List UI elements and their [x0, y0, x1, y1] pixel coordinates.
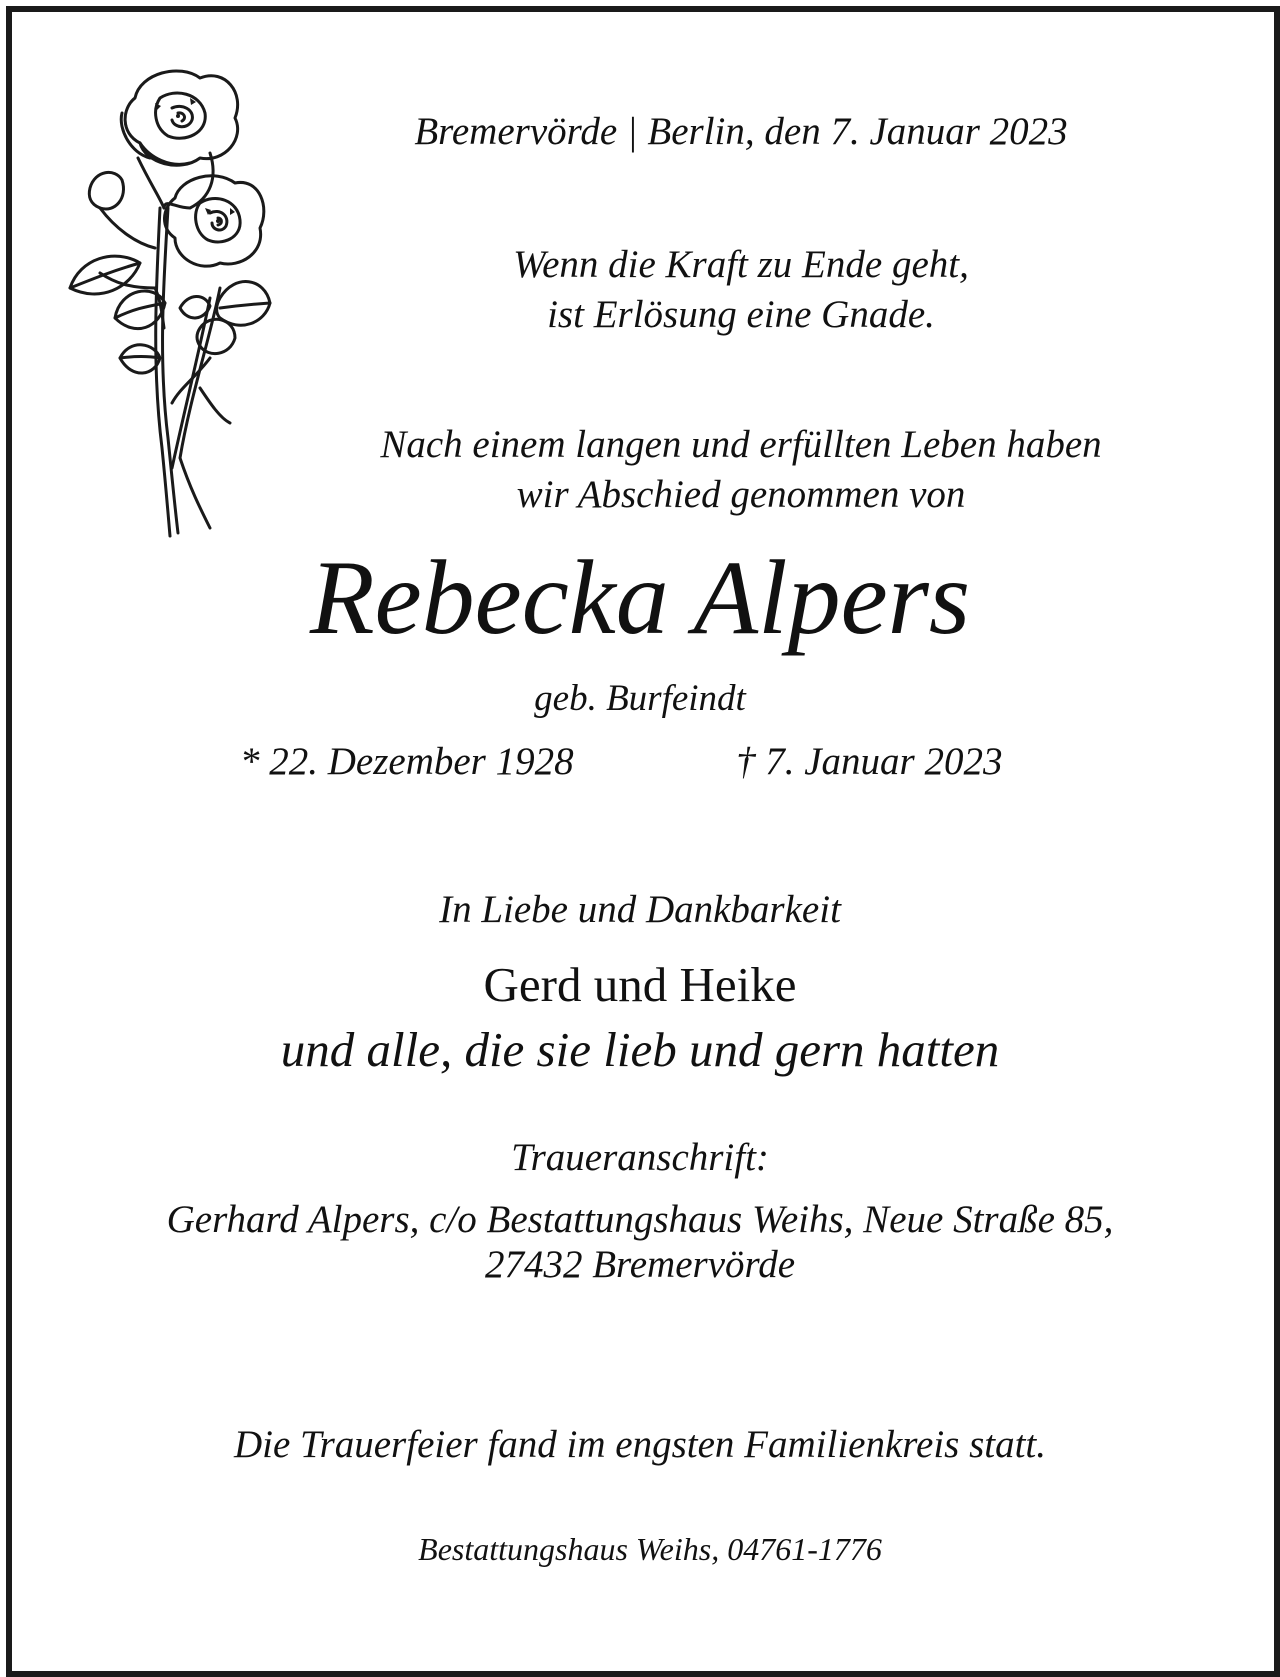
mourners-intro: In Liebe und Dankbarkeit: [439, 888, 841, 931]
address-label: Traueranschrift:: [511, 1136, 769, 1179]
ceremony-note: Die Trauerfeier fand im engsten Familienkreis statt.: [233, 1423, 1047, 1466]
motto-line-1: Wenn die Kraft zu Ende geht,: [513, 243, 969, 286]
rose-icon: [60, 58, 290, 538]
life-dates: [0, 742, 1280, 786]
funeral-home: Bestattungshaus Weihs, 04761-1776: [418, 1531, 882, 1567]
place-date: Bremervörde | Berlin, den 7. Januar 2023: [414, 110, 1068, 153]
mourners-names: Gerd und Heike: [483, 957, 797, 1012]
death-date: † 7. Januar 2023: [736, 740, 1003, 783]
motto-line-2: ist Erlösung eine Gnade.: [547, 293, 935, 336]
address-line-1: Gerhard Alpers, c/o Bestattungshaus Weihs, Neue Straße 85,: [166, 1198, 1114, 1241]
mourners-others: und alle, die sie lieb und gern hatten: [280, 1022, 1000, 1077]
intro-line-1: Nach einem langen und erfüllten Leben haben: [380, 423, 1102, 466]
birth-date: * 22. Dezember 1928: [240, 740, 574, 783]
deceased-name: Rebecka Alpers: [309, 539, 971, 656]
address-line-2: 27432 Bremervörde: [484, 1243, 796, 1286]
intro-line-2: wir Abschied genommen von: [516, 473, 966, 516]
birth-name: geb. Burfeindt: [534, 678, 746, 719]
